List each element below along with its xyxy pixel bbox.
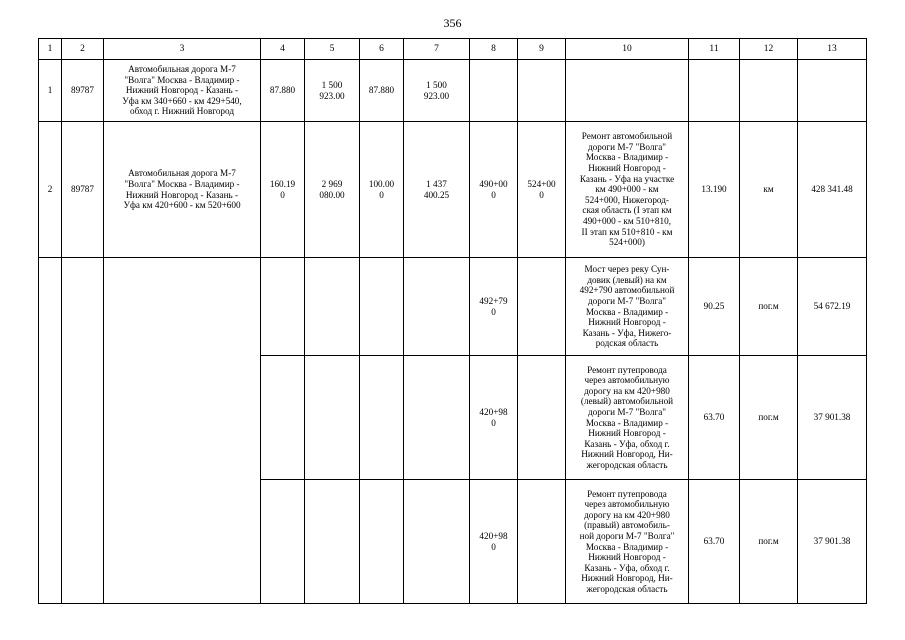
unit: пог.м — [740, 480, 798, 604]
empty-cell — [261, 356, 305, 480]
unit — [740, 60, 798, 122]
empty-cell — [404, 258, 470, 356]
table-row — [39, 122, 867, 258]
object-cost: 37 901.38 — [798, 356, 867, 480]
empty-cell — [261, 480, 305, 604]
column-header: 13 — [798, 39, 867, 60]
empty-cell — [404, 356, 470, 480]
object-cost — [798, 60, 867, 122]
unit: км — [740, 122, 798, 258]
column-header: 2 — [62, 39, 104, 60]
empty-cell — [404, 480, 470, 604]
empty-cell — [261, 258, 305, 356]
km-start — [470, 60, 518, 122]
object-description: Ремонт автомобильной дороги М-7 "Волга" Москва - Владимир - Нижний Новгород - Казань - Уфа на участке км 490+000 - км 524+000, Нижегород- ская область (I этап км 490+000 - км 510+810, II этап км 510+810 - км 524+000) — [566, 122, 689, 258]
empty-cell — [360, 356, 404, 480]
column-header: 1 — [39, 39, 62, 60]
object-description — [566, 60, 689, 122]
road-repair-table — [38, 38, 867, 604]
road-id: 89787 — [62, 60, 104, 122]
empty-cell — [39, 258, 62, 604]
length-total: 160.19 0 — [261, 122, 305, 258]
length-total: 87.880 — [261, 60, 305, 122]
table-row — [39, 60, 867, 122]
column-header: 9 — [518, 39, 566, 60]
unit: пог.м — [740, 356, 798, 480]
empty-cell — [305, 258, 360, 356]
object-cost: 37 901.38 — [798, 480, 867, 604]
object-description: Ремонт путепровода через автомобильную дорогу на км 420+980 (левый) автомобильной дороги М-7 "Волга" Москва - Владимир - Нижний Новгород - Казань - Уфа, обход г. Нижний Новгород, Ни- жегородская область — [566, 356, 689, 480]
cost-repair: 1 500 923.00 — [404, 60, 470, 122]
object-cost: 428 341.48 — [798, 122, 867, 258]
unit: пог.м — [740, 258, 798, 356]
column-header: 7 — [404, 39, 470, 60]
km-start: 490+00 0 — [470, 122, 518, 258]
object-length: 13.190 — [689, 122, 740, 258]
column-header: 5 — [305, 39, 360, 60]
km-end — [518, 60, 566, 122]
km-start: 492+79 0 — [470, 258, 518, 356]
column-header: 8 — [470, 39, 518, 60]
empty-cell — [518, 356, 566, 480]
page-number: 356 — [443, 16, 462, 30]
length-repair: 100.00 0 — [360, 122, 404, 258]
object-length — [689, 60, 740, 122]
road-name: Автомобильная дорога М-7 "Волга" Москва - Владимир - Нижний Новгород - Казань - Уфа км 340+660 - км 429+540, обход г. Нижний Новгород — [104, 60, 261, 122]
table-row — [39, 258, 867, 356]
km-start: 420+98 0 — [470, 480, 518, 604]
column-header: 12 — [740, 39, 798, 60]
empty-cell — [518, 258, 566, 356]
empty-cell — [360, 258, 404, 356]
road-id: 89787 — [62, 122, 104, 258]
empty-cell — [305, 356, 360, 480]
object-description: Ремонт путепровода через автомобильную дорогу на км 420+980 (правый) автомобиль- ной дороги М-7 "Волга" Москва - Владимир - Нижний Новгород - Казань - Уфа, обход г. Нижний Новгород, Ни- жегородская область — [566, 480, 689, 604]
object-length: 90.25 — [689, 258, 740, 356]
empty-cell — [360, 480, 404, 604]
object-cost: 54 672.19 — [798, 258, 867, 356]
empty-cell — [104, 258, 261, 604]
header-row — [39, 39, 867, 60]
cost-total: 1 500 923.00 — [305, 60, 360, 122]
cost-total: 2 969 080.00 — [305, 122, 360, 258]
object-length: 63.70 — [689, 356, 740, 480]
length-repair: 87.880 — [360, 60, 404, 122]
km-end: 524+00 0 — [518, 122, 566, 258]
object-description: Мост через реку Сун- довик (левый) на км 492+790 автомобильной дороги М-7 "Волга" Москва - Владимир - Нижний Новгород - Казань - Уфа, Нижего- родская область — [566, 258, 689, 356]
row-number: 2 — [39, 122, 62, 258]
column-header: 4 — [261, 39, 305, 60]
column-header: 3 — [104, 39, 261, 60]
road-name: Автомобильная дорога М-7 "Волга" Москва - Владимир - Нижний Новгород - Казань - Уфа км 420+600 - км 520+600 — [104, 122, 261, 258]
km-start: 420+98 0 — [470, 356, 518, 480]
empty-cell — [518, 480, 566, 604]
column-header: 6 — [360, 39, 404, 60]
cost-repair: 1 437 400.25 — [404, 122, 470, 258]
empty-cell — [305, 480, 360, 604]
empty-cell — [62, 258, 104, 604]
row-number: 1 — [39, 60, 62, 122]
column-header: 11 — [689, 39, 740, 60]
object-length: 63.70 — [689, 480, 740, 604]
column-header: 10 — [566, 39, 689, 60]
